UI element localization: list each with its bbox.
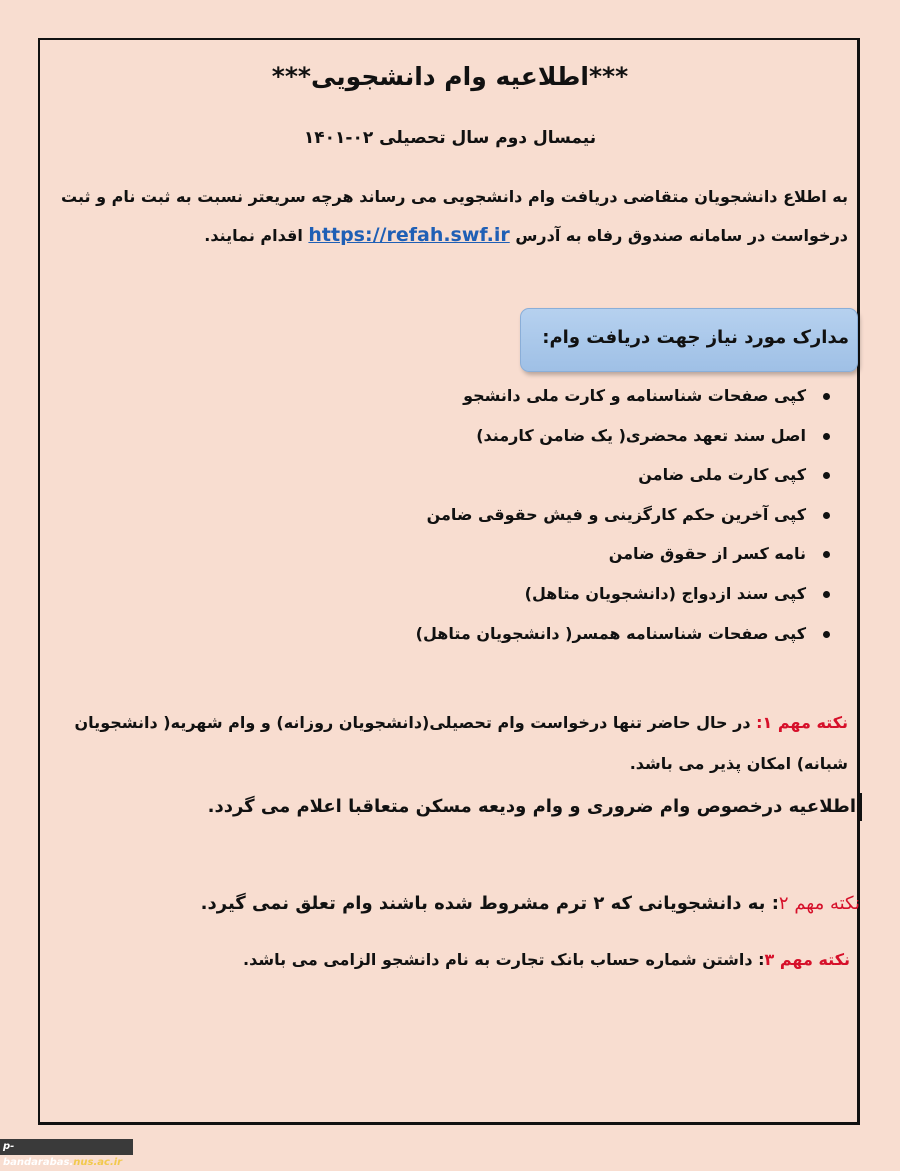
list-item: کپی صفحات شناسنامه و کارت ملی دانشجو — [310, 376, 830, 416]
intro-paragraph — [48, 178, 848, 255]
list-item: کپی سند ازدواج (دانشجویان متاهل) — [310, 574, 830, 614]
documents-heading-box — [520, 308, 858, 372]
list-item: نامه کسر از حقوق ضامن — [310, 534, 830, 574]
note-1-text: در حال حاضر تنها درخواست وام تحصیلی(دانشجویان روزانه) و وام شهریه( دانشجویان شبانه) امکان پذیر می باشد. — [74, 713, 848, 773]
list-item: کپی صفحات شناسنامه همسر( دانشجویان متاهل) — [310, 614, 830, 654]
important-note-2 — [60, 893, 860, 914]
watermark-suffix: nus.ac.ir — [73, 1157, 123, 1168]
bullet-icon — [823, 512, 830, 519]
note-3-text: : داشتن شماره حساب بانک تجارت به نام دانشجو الزامی می باشد. — [243, 950, 765, 969]
note-2-label: نکته مهم ۲ — [778, 893, 860, 914]
announcement-bar — [860, 793, 862, 821]
refah-link[interactable]: https://refah.swf.ir — [308, 224, 510, 246]
site-watermark — [0, 1139, 133, 1168]
page-title: ***اطلاعیه وام دانشجویی*** — [271, 62, 629, 91]
bullet-icon — [823, 433, 830, 440]
bullet-icon — [823, 591, 830, 598]
watermark-prefix: p-bandarabas. — [3, 1141, 74, 1168]
important-note-1 — [48, 702, 848, 784]
announcement — [162, 793, 862, 821]
intro-text-after: اقدام نمایند. — [204, 226, 309, 245]
note-3-label: نکته مهم ۳ — [764, 950, 850, 969]
documents-heading: مدارک مورد نیاز جهت دریافت وام: — [542, 327, 849, 348]
important-note-3 — [50, 950, 850, 969]
list-item: اصل سند تعهد محضری( یک ضامن کارمند) — [310, 416, 830, 456]
bullet-icon — [823, 551, 830, 558]
bullet-icon — [823, 472, 830, 479]
bullet-icon — [823, 393, 830, 400]
list-item: کپی آخرین حکم کارگزینی و فیش حقوقی ضامن — [310, 495, 830, 535]
bullet-icon — [823, 631, 830, 638]
intro-text-before: به اطلاع دانشجویان متقاضی دریافت وام دانشجویی می رساند هرچه سریعتر نسبت به ثبت نام و ثبت درخواست در سامانه صندوق رفاه به آدرس — [61, 187, 848, 245]
page-subtitle: نیمسال دوم سال تحصیلی ۰۲-۱۴۰۱ — [303, 128, 597, 148]
note-1-label: نکته مهم ۱: — [756, 713, 848, 732]
list-item: کپی کارت ملی ضامن — [310, 455, 830, 495]
documents-list — [310, 376, 830, 653]
announcement-text: اطلاعیه درخصوص وام ضروری و وام ودیعه مسکن متعاقبا اعلام می گردد. — [207, 796, 856, 817]
note-2-text: : به دانشجویانی که ۲ ترم مشروط شده باشند وام تعلق نمی گیرد. — [200, 893, 779, 914]
